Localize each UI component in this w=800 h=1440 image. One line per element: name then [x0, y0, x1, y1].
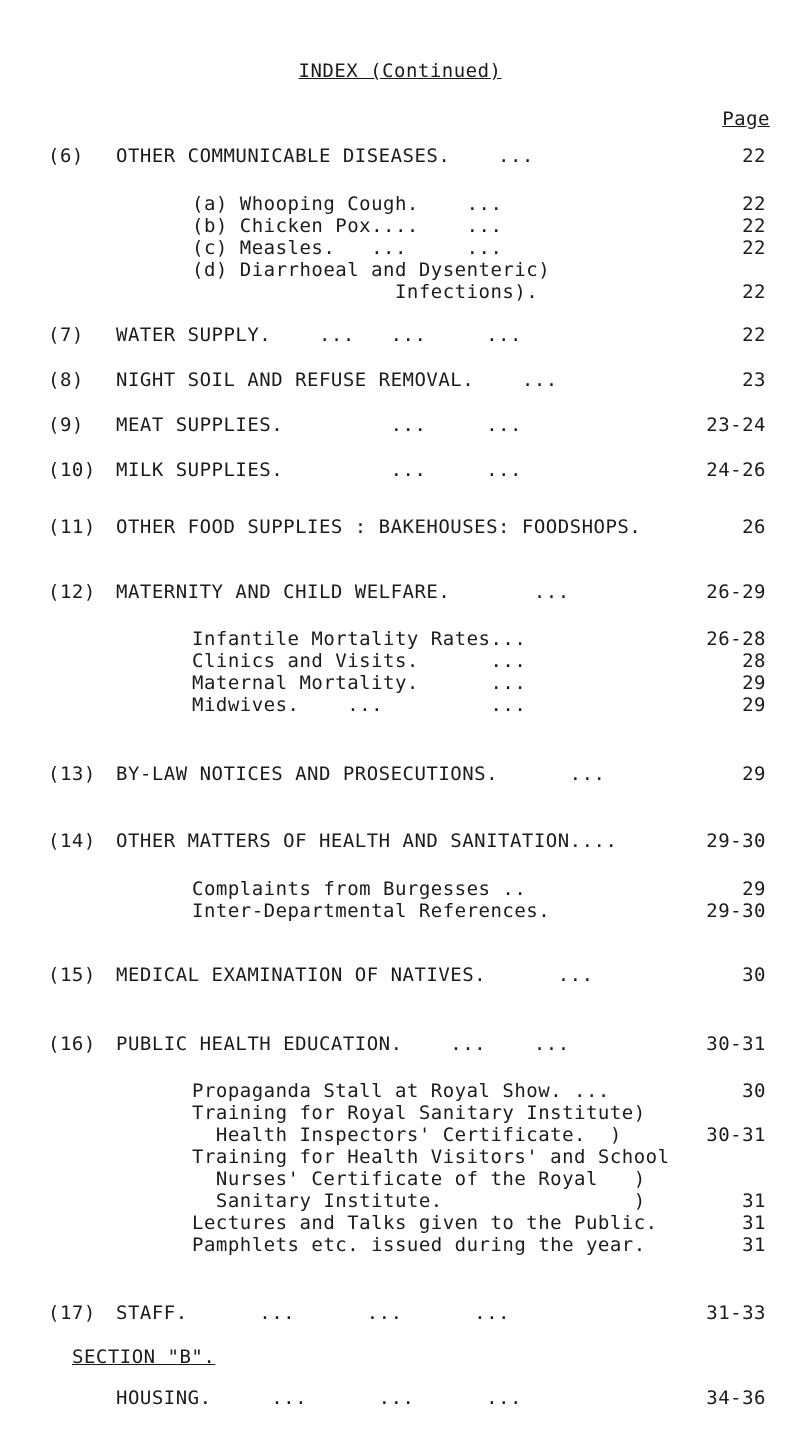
sub-entry-label: Maternal Mortality. ...: [192, 672, 527, 694]
sub-entry-label: Pamphlets etc. issued during the year.: [192, 1234, 646, 1256]
sub-entry-page: 22: [742, 281, 766, 303]
entry-label: OTHER COMMUNICABLE DISEASES. ...: [116, 145, 534, 167]
sub-entry-label: Health Inspectors' Certificate. ): [192, 1124, 622, 1146]
page-title: INDEX (Continued): [298, 60, 502, 82]
entry-page: 31-33: [706, 1302, 766, 1324]
entry-page: 22: [742, 324, 766, 346]
page-column-heading: Page: [722, 108, 770, 130]
sub-entry-page: 22: [742, 237, 766, 259]
entry-page: 22: [742, 145, 766, 167]
entry-number: (13): [48, 763, 96, 785]
entry-label: MEAT SUPPLIES. ... ...: [116, 414, 522, 436]
entry-number: (16): [48, 1033, 96, 1055]
sub-entry-label: Infections).: [192, 281, 539, 303]
sub-entry-page: 29: [742, 694, 766, 716]
entry-page: 26: [742, 516, 766, 538]
entry-page: 29: [742, 763, 766, 785]
entry-number: (9): [48, 414, 84, 436]
sub-entry-label: (a) Whooping Cough. ...: [192, 193, 503, 215]
sub-entry-page: 30-31: [706, 1124, 766, 1146]
entry-number: (11): [48, 516, 96, 538]
entry-number: (8): [48, 369, 84, 391]
entry-label: MEDICAL EXAMINATION OF NATIVES. ...: [116, 964, 594, 986]
entry-page: 26-29: [706, 581, 766, 603]
sub-entry-label: Nurses' Certificate of the Royal ): [192, 1168, 646, 1190]
sub-entry-page: 31: [742, 1212, 766, 1234]
entry-page: 29-30: [706, 830, 766, 852]
sub-entry-label: Midwives. ... ...: [192, 694, 527, 716]
sub-entry-label: Infantile Mortality Rates...: [192, 628, 527, 650]
entry-number: (17): [48, 1302, 96, 1324]
sub-entry-label: Training for Health Visitors' and School: [192, 1146, 670, 1168]
entry-label: OTHER MATTERS OF HEALTH AND SANITATION....: [116, 830, 618, 852]
entry-number: (12): [48, 581, 96, 603]
sub-entry-page: 31: [742, 1234, 766, 1256]
sub-entry-label: Complaints from Burgesses ..: [192, 878, 527, 900]
entry-number: (14): [48, 830, 96, 852]
entry-page: 24-26: [706, 459, 766, 481]
sub-entry-page: 28: [742, 650, 766, 672]
entry-page: 30-31: [706, 1033, 766, 1055]
section-entry-label: HOUSING. ... ... ...: [116, 1387, 522, 1409]
entry-label: MATERNITY AND CHILD WELFARE. ...: [116, 581, 570, 603]
entry-number: (6): [48, 145, 84, 167]
entry-number: (15): [48, 964, 96, 986]
sub-entry-label: (d) Diarrhoeal and Dysenteric): [192, 259, 551, 281]
sub-entry-label: Clinics and Visits. ...: [192, 650, 527, 672]
sub-entry-label: Training for Royal Sanitary Institute): [192, 1102, 646, 1124]
section-heading: SECTION "B".: [72, 1346, 216, 1368]
entry-label: STAFF. ... ... ...: [116, 1302, 510, 1324]
entry-label: PUBLIC HEALTH EDUCATION. ... ...: [116, 1033, 570, 1055]
entry-label: WATER SUPPLY. ... ... ...: [116, 324, 522, 346]
sub-entry-page: 29-30: [706, 900, 766, 922]
section-entry-page: 34-36: [706, 1387, 766, 1409]
entry-label: BY-LAW NOTICES AND PROSECUTIONS. ...: [116, 763, 606, 785]
sub-entry-page: 26-28: [706, 628, 766, 650]
sub-entry-label: Propaganda Stall at Royal Show. ...: [192, 1080, 610, 1102]
entry-page: 23: [742, 369, 766, 391]
sub-entry-label: Sanitary Institute. ): [192, 1190, 646, 1212]
sub-entry-page: 29: [742, 672, 766, 694]
entry-number: (10): [48, 459, 96, 481]
sub-entry-page: 22: [742, 193, 766, 215]
entry-page: 23-24: [706, 414, 766, 436]
sub-entry-page: 22: [742, 215, 766, 237]
sub-entry-label: (c) Measles. ... ...: [192, 237, 503, 259]
sub-entry-label: Lectures and Talks given to the Public.: [192, 1212, 658, 1234]
entry-label: MILK SUPPLIES. ... ...: [116, 459, 522, 481]
entry-number: (7): [48, 324, 84, 346]
sub-entry-label: Inter-Departmental References.: [192, 900, 551, 922]
entry-page: 30: [742, 964, 766, 986]
entry-label: OTHER FOOD SUPPLIES : BAKEHOUSES: FOODSHOPS.: [116, 516, 642, 538]
sub-entry-page: 30: [742, 1080, 766, 1102]
entry-label: NIGHT SOIL AND REFUSE REMOVAL. ...: [116, 369, 558, 391]
sub-entry-label: (b) Chicken Pox.... ...: [192, 215, 503, 237]
sub-entry-page: 31: [742, 1190, 766, 1212]
sub-entry-page: 29: [742, 878, 766, 900]
